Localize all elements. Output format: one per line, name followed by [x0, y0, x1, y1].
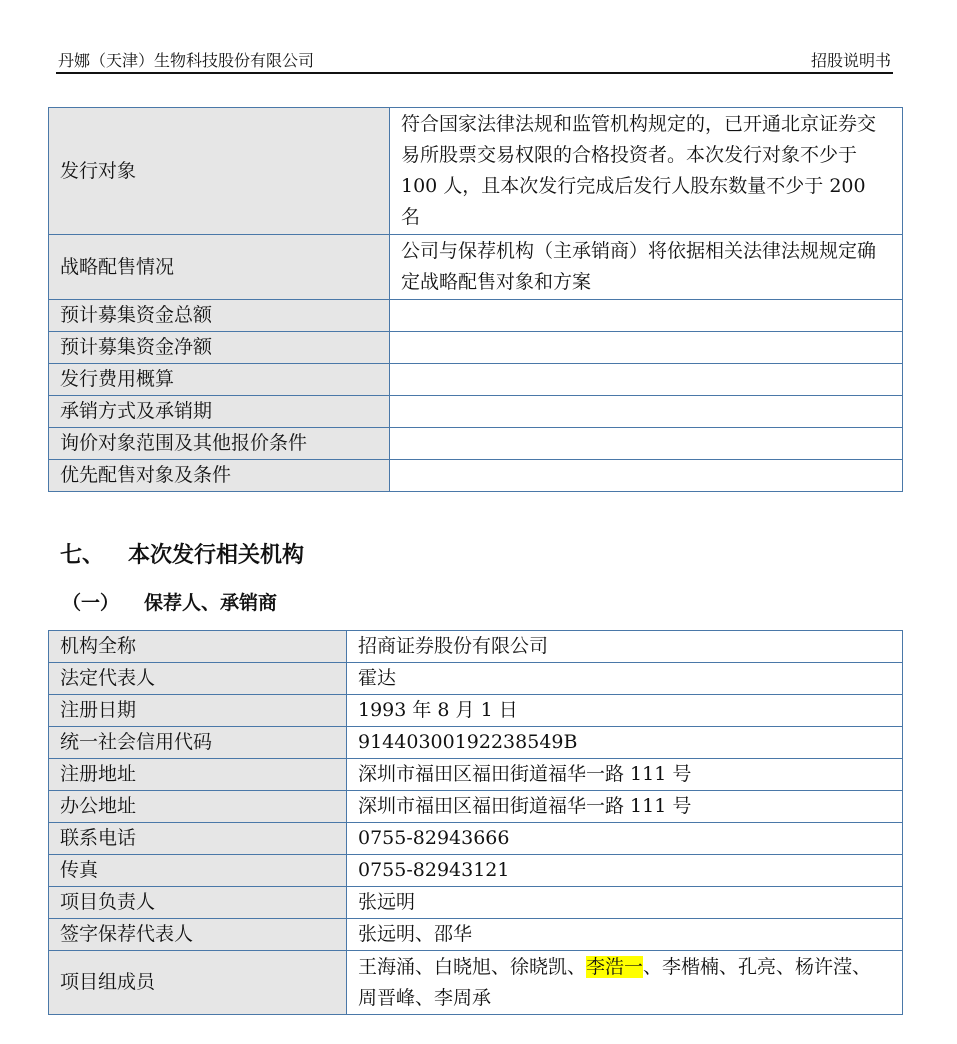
highlighted-name: 李浩一 — [586, 955, 644, 978]
section-title: 本次发行相关机构 — [128, 543, 305, 568]
company-name: 丹娜（天津）生物科技股份有限公司 — [58, 51, 315, 70]
table-row — [49, 428, 903, 460]
row-value — [390, 460, 903, 492]
row-label: 法定代表人 — [49, 663, 347, 695]
row-value: 张远明 — [347, 887, 903, 919]
row-value: 0755-82943666 — [347, 823, 903, 855]
subsection-heading — [62, 588, 277, 615]
issue-info-table — [48, 107, 903, 492]
row-label: 优先配售对象及条件 — [49, 460, 390, 492]
table-row — [49, 108, 903, 235]
row-value: 深圳市福田区福田街道福华一路 111 号 — [347, 759, 903, 791]
row-label: 预计募集资金净额 — [49, 332, 390, 364]
row-label: 传真 — [49, 855, 347, 887]
section-number: 七、 — [60, 543, 105, 568]
table-row — [49, 300, 903, 332]
row-label: 预计募集资金总额 — [49, 300, 390, 332]
row-label: 办公地址 — [49, 791, 347, 823]
table-row — [49, 855, 903, 887]
table-row — [49, 332, 903, 364]
table-row — [49, 695, 903, 727]
table-row — [49, 396, 903, 428]
section-heading — [60, 538, 304, 569]
row-value — [390, 300, 903, 332]
row-label: 发行费用概算 — [49, 364, 390, 396]
table-row — [49, 460, 903, 492]
row-value — [390, 428, 903, 460]
members-text: 王海涌、白晓旭、徐晓凯、 — [358, 955, 587, 978]
row-label: 签字保荐代表人 — [49, 919, 347, 951]
row-label: 项目负责人 — [49, 887, 347, 919]
row-label: 承销方式及承销期 — [49, 396, 390, 428]
row-label: 注册日期 — [49, 695, 347, 727]
row-value: 深圳市福田区福田街道福华一路 111 号 — [347, 791, 903, 823]
row-value: 招商证券股份有限公司 — [347, 631, 903, 663]
row-label: 项目组成员 — [49, 951, 347, 1015]
table-row — [49, 663, 903, 695]
row-label: 询价对象范围及其他报价条件 — [49, 428, 390, 460]
row-label: 联系电话 — [49, 823, 347, 855]
row-label: 战略配售情况 — [49, 235, 390, 300]
table-row — [49, 951, 903, 1015]
table-row — [49, 631, 903, 663]
table-row — [49, 823, 903, 855]
row-label: 机构全称 — [49, 631, 347, 663]
row-value: 0755-82943121 — [347, 855, 903, 887]
subsection-title: 保荐人、承销商 — [144, 592, 278, 614]
table-row — [49, 791, 903, 823]
row-value — [390, 364, 903, 396]
row-label: 统一社会信用代码 — [49, 727, 347, 759]
row-value: 91440300192238549B — [347, 727, 903, 759]
table-row — [49, 727, 903, 759]
team-members-value — [347, 951, 903, 1015]
table-row — [49, 235, 903, 300]
header-divider — [56, 72, 893, 74]
table-row — [49, 364, 903, 396]
table-row — [49, 919, 903, 951]
sponsor-info-table — [48, 630, 903, 1015]
table-row — [49, 887, 903, 919]
subsection-number: （一） — [62, 592, 120, 614]
table-row — [49, 759, 903, 791]
row-value: 霍达 — [347, 663, 903, 695]
row-value: 1993 年 8 月 1 日 — [347, 695, 903, 727]
row-value — [390, 332, 903, 364]
row-value: 符合国家法律法规和监管机构规定的，已开通北京证券交易所股票交易权限的合格投资者。本次发行对象不少于 100 人，且本次发行完成后发行人股东数量不少于 200 名 — [390, 108, 903, 235]
row-value: 公司与保荐机构（主承销商）将依据相关法律法规规定确定战略配售对象和方案 — [390, 235, 903, 300]
row-label: 注册地址 — [49, 759, 347, 791]
members-text: 、李楷楠、孔亮、杨许滢、周晋峰、李周承 — [358, 955, 872, 1009]
row-value — [390, 396, 903, 428]
document-type: 招股说明书 — [810, 51, 891, 70]
row-value: 张远明、邵华 — [347, 919, 903, 951]
row-label: 发行对象 — [49, 108, 390, 235]
page-header — [56, 48, 893, 72]
